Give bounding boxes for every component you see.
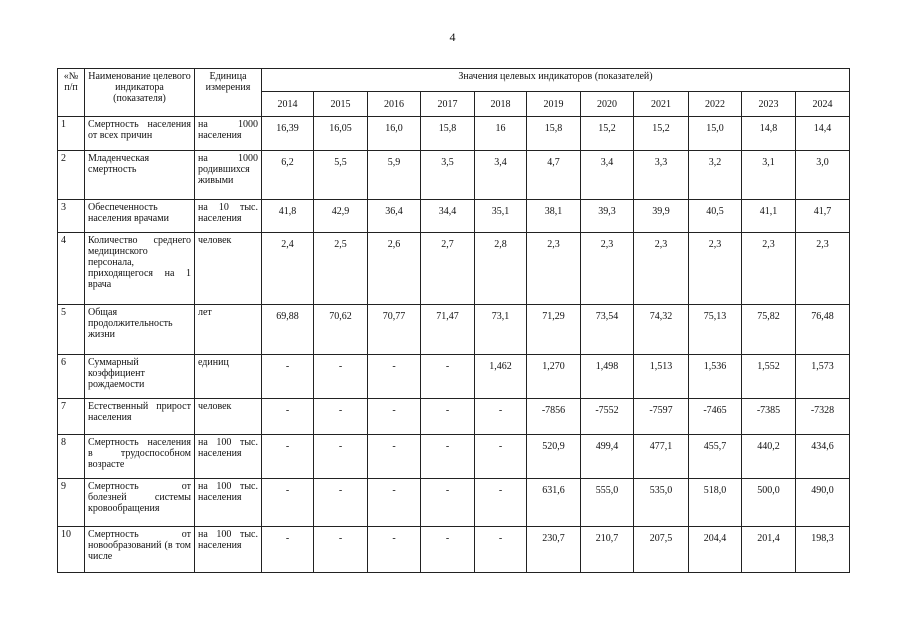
indicator-value: 41,1	[742, 200, 796, 233]
indicator-value: -	[475, 435, 527, 479]
indicator-value: -	[421, 527, 475, 573]
indicator-value: 631,6	[527, 479, 581, 527]
indicator-value: 2,3	[742, 233, 796, 305]
indicator-value: 6,2	[262, 151, 314, 200]
indicator-value: 3,5	[421, 151, 475, 200]
table-row	[58, 233, 850, 305]
table-row	[58, 527, 850, 573]
indicator-value: -	[368, 399, 421, 435]
header-year: 2017	[421, 92, 475, 117]
unit-of-measure: на 100 тыс. населения	[195, 479, 262, 527]
indicator-value: 201,4	[742, 527, 796, 573]
indicator-value: 2,3	[527, 233, 581, 305]
header-year: 2015	[314, 92, 368, 117]
table-row	[58, 151, 850, 200]
indicator-value: 2,3	[689, 233, 742, 305]
indicator-value: 490,0	[796, 479, 850, 527]
indicator-value: 518,0	[689, 479, 742, 527]
indicator-value: -	[421, 435, 475, 479]
indicator-value: 1,513	[634, 355, 689, 399]
indicator-value: -	[314, 355, 368, 399]
indicator-value: -	[262, 527, 314, 573]
indicator-value: 15,2	[634, 117, 689, 151]
table-row	[58, 200, 850, 233]
unit-of-measure: единиц	[195, 355, 262, 399]
indicator-value: -	[421, 399, 475, 435]
indicator-value: 3,3	[634, 151, 689, 200]
header-year: 2024	[796, 92, 850, 117]
indicator-value: 520,9	[527, 435, 581, 479]
indicator-value: 39,9	[634, 200, 689, 233]
indicator-name: Младенческая смертность	[85, 151, 195, 200]
indicator-value: 42,9	[314, 200, 368, 233]
row-number: 5	[58, 305, 85, 355]
indicator-value: 3,1	[742, 151, 796, 200]
indicator-value: 3,4	[581, 151, 634, 200]
indicator-name: Общая продолжительность жизни	[85, 305, 195, 355]
indicator-value: 73,54	[581, 305, 634, 355]
indicator-value: 74,32	[634, 305, 689, 355]
indicator-value: 2,5	[314, 233, 368, 305]
unit-of-measure: на 100 тыс. населения	[195, 527, 262, 573]
indicator-value: 16,39	[262, 117, 314, 151]
indicator-value: 207,5	[634, 527, 689, 573]
indicator-value: 535,0	[634, 479, 689, 527]
table-row	[58, 479, 850, 527]
header-year: 2014	[262, 92, 314, 117]
indicator-value: 2,6	[368, 233, 421, 305]
indicator-value: 71,47	[421, 305, 475, 355]
indicator-value: -	[262, 479, 314, 527]
indicator-value: -	[368, 527, 421, 573]
indicator-name: Смертность от новообразований (в том числе	[85, 527, 195, 573]
indicator-value: -	[262, 355, 314, 399]
header-year: 2018	[475, 92, 527, 117]
header-year: 2022	[689, 92, 742, 117]
indicator-value: 455,7	[689, 435, 742, 479]
header-unit: Единица измерения	[195, 69, 262, 117]
indicator-value: 477,1	[634, 435, 689, 479]
row-number: 7	[58, 399, 85, 435]
row-number: 1	[58, 117, 85, 151]
indicator-value: -	[368, 435, 421, 479]
unit-of-measure: на 1000 родившихся живыми	[195, 151, 262, 200]
unit-of-measure: лет	[195, 305, 262, 355]
indicator-value: 2,3	[581, 233, 634, 305]
indicator-value: 75,13	[689, 305, 742, 355]
indicator-value: 204,4	[689, 527, 742, 573]
indicator-value: 5,5	[314, 151, 368, 200]
table-row	[58, 435, 850, 479]
indicator-value: 41,8	[262, 200, 314, 233]
header-year: 2023	[742, 92, 796, 117]
indicator-value: 34,4	[421, 200, 475, 233]
indicator-value: 14,4	[796, 117, 850, 151]
indicator-value: 499,4	[581, 435, 634, 479]
indicator-value: 1,498	[581, 355, 634, 399]
indicator-value: 5,9	[368, 151, 421, 200]
indicator-value: 15,8	[527, 117, 581, 151]
indicator-value: 15,0	[689, 117, 742, 151]
indicator-value: -	[421, 355, 475, 399]
indicator-value: 70,62	[314, 305, 368, 355]
indicator-value: 75,82	[742, 305, 796, 355]
indicator-value: 41,7	[796, 200, 850, 233]
header-year: 2016	[368, 92, 421, 117]
header-year: 2021	[634, 92, 689, 117]
indicator-value: -	[368, 479, 421, 527]
indicator-value: 1,573	[796, 355, 850, 399]
indicator-value: 230,7	[527, 527, 581, 573]
page-number: 4	[449, 30, 456, 44]
indicator-name: Смертность от болезней системы кровообращения	[85, 479, 195, 527]
indicator-value: 3,2	[689, 151, 742, 200]
row-number: 9	[58, 479, 85, 527]
indicator-value: -	[475, 479, 527, 527]
indicator-value: 1,536	[689, 355, 742, 399]
indicator-value: -7328	[796, 399, 850, 435]
indicator-value: -	[262, 399, 314, 435]
table-row	[58, 117, 850, 151]
indicator-value: 14,8	[742, 117, 796, 151]
indicator-value: 2,3	[634, 233, 689, 305]
indicator-value: -	[475, 399, 527, 435]
indicator-value: -	[262, 435, 314, 479]
unit-of-measure: на 100 тыс. населения	[195, 435, 262, 479]
indicator-value: 38,1	[527, 200, 581, 233]
indicator-value: 1,462	[475, 355, 527, 399]
row-number: 8	[58, 435, 85, 479]
indicator-value: 16,0	[368, 117, 421, 151]
indicator-value: 1,552	[742, 355, 796, 399]
indicator-value: 69,88	[262, 305, 314, 355]
indicator-value: 16,05	[314, 117, 368, 151]
row-number: 2	[58, 151, 85, 200]
indicator-name: Количество среднего медицинского персонала, приходящегося на 1 врача	[85, 233, 195, 305]
indicator-value: -7385	[742, 399, 796, 435]
indicator-value: 2,7	[421, 233, 475, 305]
indicator-value: 15,2	[581, 117, 634, 151]
indicator-value: -	[314, 399, 368, 435]
unit-of-measure: человек	[195, 233, 262, 305]
header-year: 2020	[581, 92, 634, 117]
indicator-value: 39,3	[581, 200, 634, 233]
indicator-value: -	[421, 479, 475, 527]
header-row-top	[58, 69, 850, 92]
indicator-value: -	[314, 435, 368, 479]
unit-of-measure: человек	[195, 399, 262, 435]
header-name: Наименование целевого индикатора (показателя)	[85, 69, 195, 117]
header-values-group: Значения целевых индикаторов (показателей)	[262, 69, 850, 92]
indicator-value: 4,7	[527, 151, 581, 200]
indicator-value: 16	[475, 117, 527, 151]
indicator-value: 198,3	[796, 527, 850, 573]
indicator-name: Суммарный коэффициент рождаемости	[85, 355, 195, 399]
indicator-value: 440,2	[742, 435, 796, 479]
indicator-value: 36,4	[368, 200, 421, 233]
indicator-value: 2,3	[796, 233, 850, 305]
indicator-name: Естественный прирост населения	[85, 399, 195, 435]
indicator-value: -7597	[634, 399, 689, 435]
table-row	[58, 399, 850, 435]
header-num: «№ п/п	[58, 69, 85, 117]
row-number: 4	[58, 233, 85, 305]
indicator-value: 2,8	[475, 233, 527, 305]
indicator-value: 1,270	[527, 355, 581, 399]
indicator-value: -7552	[581, 399, 634, 435]
indicator-value: 76,48	[796, 305, 850, 355]
indicator-value: 3,4	[475, 151, 527, 200]
indicator-name: Смертность населения в трудоспособном возрасте	[85, 435, 195, 479]
indicator-name: Смертность населения от всех причин	[85, 117, 195, 151]
unit-of-measure: на 1000 населения	[195, 117, 262, 151]
header-year: 2019	[527, 92, 581, 117]
indicator-value: 70,77	[368, 305, 421, 355]
indicator-value: 71,29	[527, 305, 581, 355]
indicator-name: Обеспеченность населения врачами	[85, 200, 195, 233]
indicator-value: 35,1	[475, 200, 527, 233]
indicator-value: 40,5	[689, 200, 742, 233]
indicator-value: -	[314, 479, 368, 527]
row-number: 10	[58, 527, 85, 573]
indicator-value: 15,8	[421, 117, 475, 151]
indicator-value: 3,0	[796, 151, 850, 200]
row-number: 3	[58, 200, 85, 233]
target-indicators-table	[57, 68, 850, 573]
table-row	[58, 355, 850, 399]
indicator-value: -7465	[689, 399, 742, 435]
indicator-value: -	[475, 527, 527, 573]
indicator-value: 500,0	[742, 479, 796, 527]
indicator-value: 434,6	[796, 435, 850, 479]
indicator-value: -	[314, 527, 368, 573]
row-number: 6	[58, 355, 85, 399]
indicator-value: 73,1	[475, 305, 527, 355]
table-row	[58, 305, 850, 355]
indicator-value: 2,4	[262, 233, 314, 305]
indicator-value: 210,7	[581, 527, 634, 573]
indicator-value: -7856	[527, 399, 581, 435]
unit-of-measure: на 10 тыс. населения	[195, 200, 262, 233]
indicator-value: -	[368, 355, 421, 399]
indicator-value: 555,0	[581, 479, 634, 527]
